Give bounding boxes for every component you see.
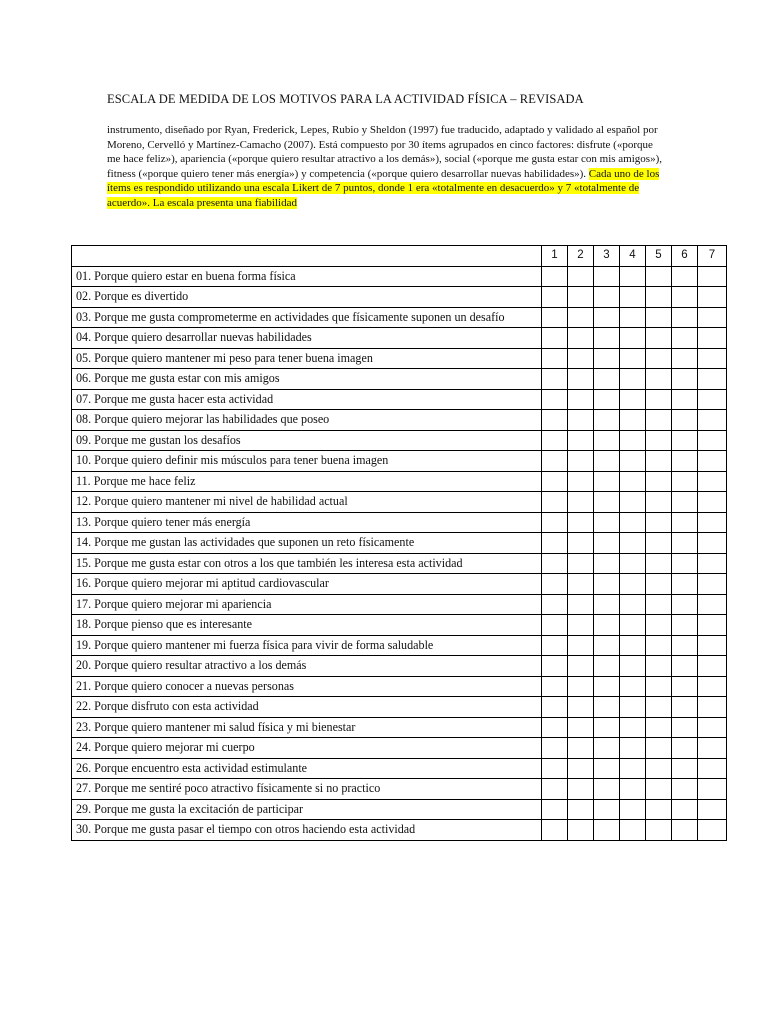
response-cell-5[interactable] bbox=[646, 717, 672, 738]
response-cell-2[interactable] bbox=[568, 799, 594, 820]
response-cell-3[interactable] bbox=[594, 369, 620, 390]
highlighted-text: Cada uno de los ítems es respondido utilizando una escala Likert de 7 puntos, donde 1 era «totalmente en desacuerdo» y 7 «totalmente de acuerdo». La escala presenta una fiabilidad bbox=[107, 167, 660, 209]
response-cell-5[interactable] bbox=[646, 799, 672, 820]
scale-point-6: 6 bbox=[672, 246, 698, 267]
response-cell-1[interactable] bbox=[542, 635, 568, 656]
item-text: 06. Porque me gusta estar con mis amigos bbox=[72, 369, 542, 390]
response-cell-6[interactable] bbox=[672, 307, 698, 328]
table-row bbox=[72, 389, 727, 410]
table-row bbox=[72, 266, 727, 287]
response-cell-7[interactable] bbox=[698, 553, 727, 574]
response-cell-7[interactable] bbox=[698, 676, 727, 697]
response-cell-1[interactable] bbox=[542, 266, 568, 287]
item-text: 08. Porque quiero mejorar las habilidades que poseo bbox=[72, 410, 542, 431]
response-cell-2[interactable] bbox=[568, 307, 594, 328]
table-row bbox=[72, 820, 727, 841]
response-cell-1[interactable] bbox=[542, 533, 568, 554]
response-cell-3[interactable] bbox=[594, 471, 620, 492]
response-cell-3[interactable] bbox=[594, 779, 620, 800]
response-cell-4[interactable] bbox=[620, 266, 646, 287]
intro-paragraph bbox=[107, 123, 667, 211]
response-cell-4[interactable] bbox=[620, 635, 646, 656]
scale-point-5: 5 bbox=[646, 246, 672, 267]
table-row bbox=[72, 656, 727, 677]
response-cell-3[interactable] bbox=[594, 492, 620, 513]
table-row bbox=[72, 717, 727, 738]
item-text: 19. Porque quiero mantener mi fuerza física para vivir de forma saludable bbox=[72, 635, 542, 656]
item-text: 02. Porque es divertido bbox=[72, 287, 542, 308]
item-text: 21. Porque quiero conocer a nuevas personas bbox=[72, 676, 542, 697]
response-cell-2[interactable] bbox=[568, 430, 594, 451]
response-cell-5[interactable] bbox=[646, 676, 672, 697]
scale-point-1: 1 bbox=[542, 246, 568, 267]
response-cell-4[interactable] bbox=[620, 389, 646, 410]
response-cell-4[interactable] bbox=[620, 451, 646, 472]
response-cell-1[interactable] bbox=[542, 717, 568, 738]
response-cell-3[interactable] bbox=[594, 430, 620, 451]
response-cell-7[interactable] bbox=[698, 348, 727, 369]
table-row bbox=[72, 738, 727, 759]
response-cell-6[interactable] bbox=[672, 369, 698, 390]
response-cell-3[interactable] bbox=[594, 697, 620, 718]
response-cell-4[interactable] bbox=[620, 615, 646, 636]
scale-point-3: 3 bbox=[594, 246, 620, 267]
response-cell-4[interactable] bbox=[620, 779, 646, 800]
response-cell-5[interactable] bbox=[646, 574, 672, 595]
response-cell-3[interactable] bbox=[594, 451, 620, 472]
item-text: 26. Porque encuentro esta actividad estimulante bbox=[72, 758, 542, 779]
table-row bbox=[72, 779, 727, 800]
response-cell-3[interactable] bbox=[594, 615, 620, 636]
response-cell-1[interactable] bbox=[542, 471, 568, 492]
response-cell-5[interactable] bbox=[646, 389, 672, 410]
response-cell-3[interactable] bbox=[594, 820, 620, 841]
response-cell-3[interactable] bbox=[594, 410, 620, 431]
response-cell-2[interactable] bbox=[568, 533, 594, 554]
item-text: 10. Porque quiero definir mis músculos para tener buena imagen bbox=[72, 451, 542, 472]
response-cell-2[interactable] bbox=[568, 738, 594, 759]
table-row bbox=[72, 410, 727, 431]
response-cell-7[interactable] bbox=[698, 758, 727, 779]
response-cell-5[interactable] bbox=[646, 758, 672, 779]
response-cell-6[interactable] bbox=[672, 635, 698, 656]
response-cell-5[interactable] bbox=[646, 512, 672, 533]
table-row bbox=[72, 676, 727, 697]
response-cell-4[interactable] bbox=[620, 574, 646, 595]
table-row bbox=[72, 430, 727, 451]
response-cell-2[interactable] bbox=[568, 635, 594, 656]
item-text: 17. Porque quiero mejorar mi apariencia bbox=[72, 594, 542, 615]
item-header-cell bbox=[72, 246, 542, 267]
response-cell-7[interactable] bbox=[698, 471, 727, 492]
item-text: 11. Porque me hace feliz bbox=[72, 471, 542, 492]
response-cell-2[interactable] bbox=[568, 410, 594, 431]
response-cell-1[interactable] bbox=[542, 492, 568, 513]
table-row bbox=[72, 594, 727, 615]
response-cell-1[interactable] bbox=[542, 553, 568, 574]
response-cell-2[interactable] bbox=[568, 328, 594, 349]
response-cell-6[interactable] bbox=[672, 410, 698, 431]
response-cell-1[interactable] bbox=[542, 574, 568, 595]
response-cell-3[interactable] bbox=[594, 266, 620, 287]
scale-point-4: 4 bbox=[620, 246, 646, 267]
response-cell-2[interactable] bbox=[568, 553, 594, 574]
response-cell-7[interactable] bbox=[698, 430, 727, 451]
response-cell-5[interactable] bbox=[646, 266, 672, 287]
item-text: 05. Porque quiero mantener mi peso para tener buena imagen bbox=[72, 348, 542, 369]
response-cell-7[interactable] bbox=[698, 328, 727, 349]
response-cell-7[interactable] bbox=[698, 492, 727, 513]
response-cell-6[interactable] bbox=[672, 799, 698, 820]
response-cell-7[interactable] bbox=[698, 389, 727, 410]
response-cell-7[interactable] bbox=[698, 533, 727, 554]
response-cell-3[interactable] bbox=[594, 594, 620, 615]
response-cell-4[interactable] bbox=[620, 758, 646, 779]
response-cell-5[interactable] bbox=[646, 615, 672, 636]
response-cell-1[interactable] bbox=[542, 697, 568, 718]
response-cell-6[interactable] bbox=[672, 287, 698, 308]
table-row bbox=[72, 328, 727, 349]
response-cell-7[interactable] bbox=[698, 697, 727, 718]
response-cell-1[interactable] bbox=[542, 758, 568, 779]
response-cell-3[interactable] bbox=[594, 533, 620, 554]
response-cell-1[interactable] bbox=[542, 307, 568, 328]
response-cell-7[interactable] bbox=[698, 410, 727, 431]
response-cell-3[interactable] bbox=[594, 512, 620, 533]
table-row bbox=[72, 471, 727, 492]
response-cell-6[interactable] bbox=[672, 512, 698, 533]
response-cell-5[interactable] bbox=[646, 430, 672, 451]
scale-point-2: 2 bbox=[568, 246, 594, 267]
response-cell-5[interactable] bbox=[646, 594, 672, 615]
table-row bbox=[72, 615, 727, 636]
response-cell-2[interactable] bbox=[568, 758, 594, 779]
item-text: 03. Porque me gusta comprometerme en actividades que físicamente suponen un desafío bbox=[72, 307, 542, 328]
response-cell-7[interactable] bbox=[698, 574, 727, 595]
response-cell-5[interactable] bbox=[646, 779, 672, 800]
response-cell-4[interactable] bbox=[620, 492, 646, 513]
item-text: 16. Porque quiero mejorar mi aptitud cardiovascular bbox=[72, 574, 542, 595]
response-cell-6[interactable] bbox=[672, 697, 698, 718]
table-row bbox=[72, 574, 727, 595]
table-row bbox=[72, 287, 727, 308]
item-text: 07. Porque me gusta hacer esta actividad bbox=[72, 389, 542, 410]
response-cell-4[interactable] bbox=[620, 799, 646, 820]
response-cell-1[interactable] bbox=[542, 348, 568, 369]
scale-point-7: 7 bbox=[698, 246, 727, 267]
response-cell-7[interactable] bbox=[698, 369, 727, 390]
response-cell-6[interactable] bbox=[672, 758, 698, 779]
response-cell-6[interactable] bbox=[672, 574, 698, 595]
response-cell-2[interactable] bbox=[568, 471, 594, 492]
response-cell-6[interactable] bbox=[672, 266, 698, 287]
response-cell-1[interactable] bbox=[542, 430, 568, 451]
response-cell-7[interactable] bbox=[698, 820, 727, 841]
response-cell-4[interactable] bbox=[620, 697, 646, 718]
page-title: ESCALA DE MEDIDA DE LOS MOTIVOS PARA LA ACTIVIDAD FÍSICA – REVISADA bbox=[107, 92, 584, 106]
response-cell-7[interactable] bbox=[698, 717, 727, 738]
response-cell-2[interactable] bbox=[568, 348, 594, 369]
response-cell-2[interactable] bbox=[568, 512, 594, 533]
response-cell-4[interactable] bbox=[620, 676, 646, 697]
response-cell-5[interactable] bbox=[646, 471, 672, 492]
item-text: 22. Porque disfruto con esta actividad bbox=[72, 697, 542, 718]
response-cell-1[interactable] bbox=[542, 779, 568, 800]
response-cell-4[interactable] bbox=[620, 287, 646, 308]
response-cell-6[interactable] bbox=[672, 779, 698, 800]
response-cell-7[interactable] bbox=[698, 307, 727, 328]
response-cell-4[interactable] bbox=[620, 553, 646, 574]
response-cell-3[interactable] bbox=[594, 676, 620, 697]
response-cell-6[interactable] bbox=[672, 328, 698, 349]
response-cell-2[interactable] bbox=[568, 492, 594, 513]
response-cell-4[interactable] bbox=[620, 738, 646, 759]
item-text: 15. Porque me gusta estar con otros a los que también les interesa esta actividad bbox=[72, 553, 542, 574]
item-text: 30. Porque me gusta pasar el tiempo con otros haciendo esta actividad bbox=[72, 820, 542, 841]
response-cell-2[interactable] bbox=[568, 615, 594, 636]
response-cell-3[interactable] bbox=[594, 635, 620, 656]
response-cell-5[interactable] bbox=[646, 656, 672, 677]
response-cell-4[interactable] bbox=[620, 307, 646, 328]
response-cell-6[interactable] bbox=[672, 348, 698, 369]
response-cell-4[interactable] bbox=[620, 430, 646, 451]
response-cell-1[interactable] bbox=[542, 369, 568, 390]
intro-text: instrumento, diseñado por Ryan, Frederick, Lepes, Rubio y Sheldon (1997) fue traducido, adaptado y validado al español por Moreno, Cervelló y Martínez-Camacho (2007). Está compuesto por 30 ítems agrupados en cinco factores: disfrute («porque me hace feliz»), apariencia («porque quiero resultar atractivo a los demás»), social («porque me gusta estar con mis amigos»), fitness («porque quiero tener más energía») y competencia («porque quiero desarrollar nuevas habilidades»). bbox=[107, 124, 662, 180]
response-cell-6[interactable] bbox=[672, 615, 698, 636]
response-cell-1[interactable] bbox=[542, 820, 568, 841]
response-cell-2[interactable] bbox=[568, 820, 594, 841]
response-cell-1[interactable] bbox=[542, 328, 568, 349]
response-cell-6[interactable] bbox=[672, 553, 698, 574]
response-cell-5[interactable] bbox=[646, 492, 672, 513]
response-cell-2[interactable] bbox=[568, 779, 594, 800]
likert-scale-table bbox=[71, 245, 727, 841]
item-text: 13. Porque quiero tener más energía bbox=[72, 512, 542, 533]
response-cell-6[interactable] bbox=[672, 430, 698, 451]
response-cell-4[interactable] bbox=[620, 820, 646, 841]
response-cell-3[interactable] bbox=[594, 717, 620, 738]
item-text: 24. Porque quiero mejorar mi cuerpo bbox=[72, 738, 542, 759]
response-cell-5[interactable] bbox=[646, 328, 672, 349]
response-cell-1[interactable] bbox=[542, 451, 568, 472]
response-cell-1[interactable] bbox=[542, 799, 568, 820]
response-cell-6[interactable] bbox=[672, 820, 698, 841]
response-cell-1[interactable] bbox=[542, 594, 568, 615]
table-row bbox=[72, 307, 727, 328]
response-cell-5[interactable] bbox=[646, 820, 672, 841]
response-cell-7[interactable] bbox=[698, 594, 727, 615]
response-cell-7[interactable] bbox=[698, 615, 727, 636]
response-cell-7[interactable] bbox=[698, 512, 727, 533]
response-cell-6[interactable] bbox=[672, 594, 698, 615]
response-cell-3[interactable] bbox=[594, 348, 620, 369]
response-cell-1[interactable] bbox=[542, 656, 568, 677]
table-row bbox=[72, 697, 727, 718]
response-cell-4[interactable] bbox=[620, 348, 646, 369]
response-cell-2[interactable] bbox=[568, 676, 594, 697]
response-cell-7[interactable] bbox=[698, 287, 727, 308]
table-row bbox=[72, 348, 727, 369]
response-cell-4[interactable] bbox=[620, 512, 646, 533]
response-cell-1[interactable] bbox=[542, 512, 568, 533]
response-cell-4[interactable] bbox=[620, 594, 646, 615]
response-cell-3[interactable] bbox=[594, 758, 620, 779]
response-cell-6[interactable] bbox=[672, 676, 698, 697]
response-cell-2[interactable] bbox=[568, 697, 594, 718]
response-cell-4[interactable] bbox=[620, 533, 646, 554]
response-cell-6[interactable] bbox=[672, 451, 698, 472]
response-cell-5[interactable] bbox=[646, 738, 672, 759]
response-cell-7[interactable] bbox=[698, 451, 727, 472]
item-text: 23. Porque quiero mantener mi salud física y mi bienestar bbox=[72, 717, 542, 738]
response-cell-6[interactable] bbox=[672, 471, 698, 492]
response-cell-3[interactable] bbox=[594, 328, 620, 349]
response-cell-4[interactable] bbox=[620, 328, 646, 349]
response-cell-2[interactable] bbox=[568, 594, 594, 615]
item-text: 18. Porque pienso que es interesante bbox=[72, 615, 542, 636]
response-cell-5[interactable] bbox=[646, 533, 672, 554]
response-cell-5[interactable] bbox=[646, 635, 672, 656]
response-cell-2[interactable] bbox=[568, 656, 594, 677]
response-cell-5[interactable] bbox=[646, 369, 672, 390]
response-cell-1[interactable] bbox=[542, 287, 568, 308]
table-row bbox=[72, 553, 727, 574]
table-row bbox=[72, 512, 727, 533]
response-cell-2[interactable] bbox=[568, 389, 594, 410]
response-cell-2[interactable] bbox=[568, 266, 594, 287]
response-cell-1[interactable] bbox=[542, 676, 568, 697]
response-cell-3[interactable] bbox=[594, 553, 620, 574]
table-row bbox=[72, 758, 727, 779]
response-cell-3[interactable] bbox=[594, 574, 620, 595]
response-cell-7[interactable] bbox=[698, 779, 727, 800]
response-cell-3[interactable] bbox=[594, 799, 620, 820]
response-cell-7[interactable] bbox=[698, 266, 727, 287]
table-row bbox=[72, 369, 727, 390]
table-row bbox=[72, 451, 727, 472]
response-cell-2[interactable] bbox=[568, 451, 594, 472]
response-cell-3[interactable] bbox=[594, 307, 620, 328]
response-cell-5[interactable] bbox=[646, 553, 672, 574]
table-row bbox=[72, 492, 727, 513]
item-text: 01. Porque quiero estar en buena forma física bbox=[72, 266, 542, 287]
response-cell-7[interactable] bbox=[698, 799, 727, 820]
table-row bbox=[72, 635, 727, 656]
response-cell-1[interactable] bbox=[542, 389, 568, 410]
item-text: 12. Porque quiero mantener mi nivel de habilidad actual bbox=[72, 492, 542, 513]
response-cell-5[interactable] bbox=[646, 410, 672, 431]
response-cell-7[interactable] bbox=[698, 738, 727, 759]
response-cell-5[interactable] bbox=[646, 697, 672, 718]
response-cell-6[interactable] bbox=[672, 533, 698, 554]
response-cell-4[interactable] bbox=[620, 717, 646, 738]
response-cell-3[interactable] bbox=[594, 287, 620, 308]
response-cell-4[interactable] bbox=[620, 410, 646, 431]
response-cell-2[interactable] bbox=[568, 717, 594, 738]
response-cell-6[interactable] bbox=[672, 738, 698, 759]
response-cell-5[interactable] bbox=[646, 287, 672, 308]
table-header-row bbox=[72, 246, 727, 267]
item-text: 27. Porque me sentiré poco atractivo físicamente si no practico bbox=[72, 779, 542, 800]
item-text: 09. Porque me gustan los desafíos bbox=[72, 430, 542, 451]
response-cell-1[interactable] bbox=[542, 615, 568, 636]
item-text: 04. Porque quiero desarrollar nuevas habilidades bbox=[72, 328, 542, 349]
response-cell-2[interactable] bbox=[568, 369, 594, 390]
response-cell-7[interactable] bbox=[698, 635, 727, 656]
response-cell-5[interactable] bbox=[646, 307, 672, 328]
response-cell-2[interactable] bbox=[568, 574, 594, 595]
item-text: 14. Porque me gustan las actividades que suponen un reto físicamente bbox=[72, 533, 542, 554]
response-cell-6[interactable] bbox=[672, 656, 698, 677]
table-row bbox=[72, 533, 727, 554]
response-cell-3[interactable] bbox=[594, 656, 620, 677]
response-cell-4[interactable] bbox=[620, 656, 646, 677]
table-row bbox=[72, 799, 727, 820]
item-text: 29. Porque me gusta la excitación de participar bbox=[72, 799, 542, 820]
response-cell-6[interactable] bbox=[672, 389, 698, 410]
response-cell-3[interactable] bbox=[594, 738, 620, 759]
response-cell-3[interactable] bbox=[594, 389, 620, 410]
item-text: 20. Porque quiero resultar atractivo a los demás bbox=[72, 656, 542, 677]
response-cell-4[interactable] bbox=[620, 369, 646, 390]
response-cell-4[interactable] bbox=[620, 471, 646, 492]
response-cell-6[interactable] bbox=[672, 492, 698, 513]
response-cell-1[interactable] bbox=[542, 410, 568, 431]
response-cell-7[interactable] bbox=[698, 656, 727, 677]
response-cell-6[interactable] bbox=[672, 717, 698, 738]
response-cell-5[interactable] bbox=[646, 451, 672, 472]
response-cell-1[interactable] bbox=[542, 738, 568, 759]
response-cell-5[interactable] bbox=[646, 348, 672, 369]
response-cell-2[interactable] bbox=[568, 287, 594, 308]
